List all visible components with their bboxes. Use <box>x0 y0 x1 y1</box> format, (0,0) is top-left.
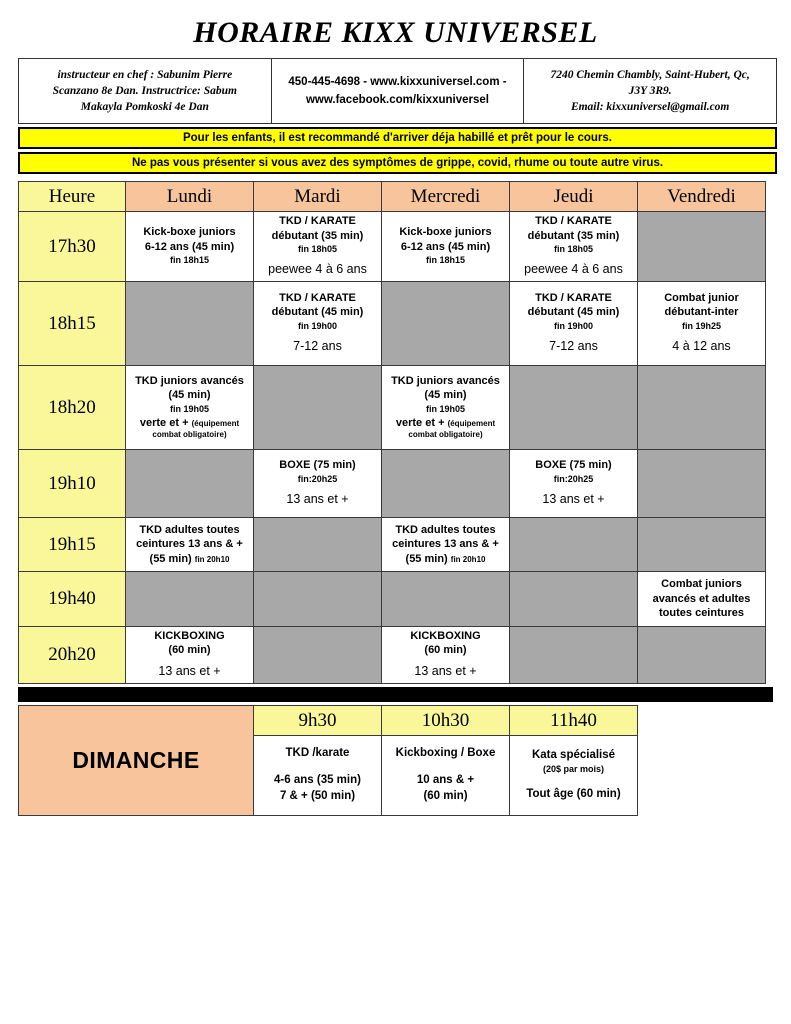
class-end-time: fin 18h05 <box>297 244 337 255</box>
class-age-duration: débutant (45 min) <box>527 306 620 319</box>
sunday-time-1140: 11h40 <box>510 705 638 735</box>
class-cell[interactable] <box>254 449 382 517</box>
class-cell[interactable] <box>382 365 510 449</box>
class-cell[interactable] <box>254 212 382 282</box>
belt-level: verte et + <box>395 416 445 429</box>
class-title: TKD / KARATE <box>279 215 356 227</box>
class-age-duration: 6-12 ans (45 min) <box>400 240 491 253</box>
table-row <box>19 449 766 517</box>
contact-info-strip <box>18 58 777 124</box>
class-cell[interactable] <box>382 212 510 282</box>
class-title: TKD juniors avancés <box>391 374 500 387</box>
class-cell[interactable] <box>638 281 766 365</box>
address-line-2: J3Y 3R9. <box>628 84 672 97</box>
class-title: TKD adultes toutes <box>139 523 240 536</box>
class-cell[interactable] <box>126 517 254 571</box>
empty-slot <box>510 517 638 571</box>
class-age-duration-1: 10 ans & + <box>416 774 475 787</box>
belt-level: verte et + <box>139 416 189 429</box>
empty-slot <box>126 449 254 517</box>
phone-website-line[interactable]: 450-445-4698 - www.kixxuniversel.com - <box>288 75 507 88</box>
class-belt-req: toutes ceintures <box>659 607 744 620</box>
class-end-time: fin 18h15 <box>169 255 209 266</box>
empty-slot <box>254 626 382 683</box>
end-time: fin 20h10 <box>450 554 486 564</box>
empty-slot <box>382 571 510 626</box>
address-line-1: 7240 Chemin Chambly, Saint-Hubert, Qc, <box>550 68 750 81</box>
class-cell[interactable] <box>126 365 254 449</box>
class-age-duration: débutant (35 min) <box>271 229 364 242</box>
class-title: TKD juniors avancés <box>135 374 244 387</box>
empty-slot <box>382 281 510 365</box>
equipment-note-2: combat obligatoire) <box>408 430 483 440</box>
class-group: 13 ans et + <box>158 663 221 678</box>
header-heure: Heure <box>19 182 126 212</box>
sunday-class-cell[interactable] <box>254 735 382 815</box>
time-label: 17h30 <box>19 212 126 282</box>
notices-container <box>18 127 777 174</box>
class-title: BOXE (75 min) <box>279 459 356 472</box>
empty-slot <box>638 626 766 683</box>
sunday-class-cell[interactable] <box>510 735 638 815</box>
time-label: 18h20 <box>19 365 126 449</box>
instructors-line-1: instructeur en chef : Sabunim Pierre <box>57 68 233 81</box>
class-cell[interactable] <box>126 212 254 282</box>
end-time: fin 20h10 <box>194 554 230 564</box>
class-age-duration: (60 min) <box>168 644 211 657</box>
class-belt-req <box>129 416 250 431</box>
class-age-duration-2: (60 min) <box>423 789 468 802</box>
class-title: Combat junior <box>664 291 739 304</box>
class-group: 13 ans et + <box>542 491 605 506</box>
empty-slot <box>254 571 382 626</box>
empty-slot <box>510 626 638 683</box>
class-age-duration: 6-12 ans (45 min) <box>144 240 235 253</box>
class-cell[interactable] <box>382 517 510 571</box>
empty-slot <box>254 517 382 571</box>
class-age-duration: débutant-inter <box>664 306 739 319</box>
empty-slot <box>638 449 766 517</box>
class-age-duration: ceintures 13 ans & + <box>392 538 499 551</box>
empty-slot <box>382 449 510 517</box>
phone-web-cell <box>271 59 524 124</box>
class-end-time: fin:20h25 <box>297 473 338 484</box>
class-cell[interactable] <box>638 571 766 626</box>
equipment-note-2: combat obligatoire) <box>152 430 227 440</box>
class-duration-end <box>129 552 250 567</box>
schedule-header-row <box>19 182 766 212</box>
class-end-time: fin 19h05 <box>169 403 209 414</box>
class-title: Kick-boxe juniors <box>143 226 236 239</box>
empty-slot <box>510 365 638 449</box>
class-age-duration: (60 min) <box>424 644 467 657</box>
empty-slot <box>254 365 382 449</box>
class-end-time: fin 18h05 <box>553 244 593 255</box>
empty-slot <box>510 571 638 626</box>
table-row <box>19 212 766 282</box>
instructors-line-3: Makayla Pomkoski 4e Dan <box>80 101 209 114</box>
class-group: 13 ans et + <box>414 663 477 678</box>
class-title: TKD / KARATE <box>279 291 356 304</box>
class-age-duration: (45 min) <box>168 389 211 402</box>
time-label: 19h40 <box>19 571 126 626</box>
class-end-time: fin 19h00 <box>553 320 593 331</box>
empty-slot <box>638 517 766 571</box>
class-age-duration: avancés et adultes <box>652 592 751 605</box>
class-title: TKD /karate <box>285 746 350 759</box>
table-row <box>19 281 766 365</box>
empty-slot <box>638 212 766 282</box>
instructors-cell <box>19 59 272 124</box>
sunday-time-0930: 9h30 <box>254 705 382 735</box>
class-age-duration: débutant (35 min) <box>527 229 620 242</box>
header-vendredi: Vendredi <box>638 182 766 212</box>
class-age-duration-1: Tout âge (60 min) <box>526 788 621 801</box>
class-group: peewee 4 à 6 ans <box>268 262 367 277</box>
notice-children-arrive-dressed: Pour les enfants, il est recommandé d'arriver déja habillé et prêt pour le cours. <box>18 127 777 149</box>
class-group: 13 ans et + <box>286 491 349 506</box>
sunday-class-cell[interactable] <box>382 735 510 815</box>
class-group: 4 à 12 ans <box>672 338 731 353</box>
section-divider <box>18 687 773 702</box>
weekly-schedule-table <box>18 181 766 684</box>
address-cell <box>524 59 777 124</box>
page-title: HORAIRE KIXX UNIVERSEL <box>193 16 598 49</box>
spacer <box>385 761 506 773</box>
sunday-schedule-table <box>18 705 638 816</box>
table-row <box>19 571 766 626</box>
sunday-time-row <box>19 705 638 735</box>
header-mardi: Mardi <box>254 182 382 212</box>
time-label: 18h15 <box>19 281 126 365</box>
duration: (55 min) <box>149 552 192 565</box>
equipment-note-1: (équipement <box>191 418 240 428</box>
class-age-duration-1: 4-6 ans (35 min) <box>274 774 361 787</box>
class-title: Kick-boxe juniors <box>399 226 492 239</box>
time-label: 19h15 <box>19 517 126 571</box>
class-end-time: fin 19h05 <box>425 403 465 414</box>
weekly-schedule-container <box>18 181 791 684</box>
class-group: peewee 4 à 6 ans <box>524 262 623 277</box>
class-end-time: fin 19h00 <box>297 320 337 331</box>
class-cell[interactable] <box>510 212 638 282</box>
spacer <box>513 775 634 787</box>
empty-slot <box>638 365 766 449</box>
header-jeudi: Jeudi <box>510 182 638 212</box>
class-cell[interactable] <box>510 281 638 365</box>
class-belt-req <box>385 416 506 431</box>
class-age-duration: ceintures 13 ans & + <box>136 538 243 551</box>
sunday-time-1030: 10h30 <box>382 705 510 735</box>
empty-slot <box>126 281 254 365</box>
time-label: 20h20 <box>19 626 126 683</box>
class-cell[interactable] <box>510 449 638 517</box>
header-mercredi: Mercredi <box>382 182 510 212</box>
class-age-duration: (45 min) <box>424 389 467 402</box>
class-end-time: fin 19h25 <box>681 320 721 331</box>
equipment-note-1: (équipement <box>447 418 496 428</box>
class-age-duration-2: 7 & + (50 min) <box>279 789 356 802</box>
duration: (55 min) <box>405 552 448 565</box>
class-title: Combat juniors <box>661 578 742 591</box>
class-title: TKD / KARATE <box>535 291 612 304</box>
class-price-note: (20$ par mois) <box>542 764 605 775</box>
spacer <box>257 761 378 773</box>
class-group: 7-12 ans <box>549 338 598 353</box>
table-row <box>19 517 766 571</box>
time-label: 19h10 <box>19 449 126 517</box>
empty-slot <box>126 571 254 626</box>
schedule-body <box>19 212 766 684</box>
class-end-time: fin 18h15 <box>425 255 465 266</box>
class-cell[interactable] <box>126 626 254 683</box>
notice-illness-warning: Ne pas vous présenter si vous avez des symptômes de grippe, covid, rhume ou toute autre virus. <box>18 152 777 174</box>
class-title: Kata spécialisé <box>531 748 616 761</box>
class-title: BOXE (75 min) <box>535 459 612 472</box>
sunday-label: DIMANCHE <box>19 705 254 815</box>
class-age-duration: débutant (45 min) <box>271 306 364 319</box>
instructors-line-2: Scanzano 8e Dan. Instructrice: Sabum <box>52 84 237 97</box>
class-cell[interactable] <box>254 281 382 365</box>
class-title: TKD adultes toutes <box>395 523 496 536</box>
table-row <box>19 626 766 683</box>
header-lundi: Lundi <box>126 182 254 212</box>
sunday-schedule-container <box>18 705 791 816</box>
class-title: Kickboxing / Boxe <box>395 746 496 759</box>
class-end-time: fin:20h25 <box>553 473 594 484</box>
class-title: TKD / KARATE <box>535 215 612 227</box>
class-cell[interactable] <box>382 626 510 683</box>
class-group: 7-12 ans <box>293 338 342 353</box>
class-title: KICKBOXING <box>154 629 225 642</box>
email-line[interactable]: Email: kixxuniversel@gmail.com <box>570 101 730 114</box>
class-duration-end <box>385 552 506 567</box>
class-title: KICKBOXING <box>410 629 481 642</box>
facebook-link[interactable]: www.facebook.com/kixxuniversel <box>305 94 489 106</box>
table-row <box>19 365 766 449</box>
